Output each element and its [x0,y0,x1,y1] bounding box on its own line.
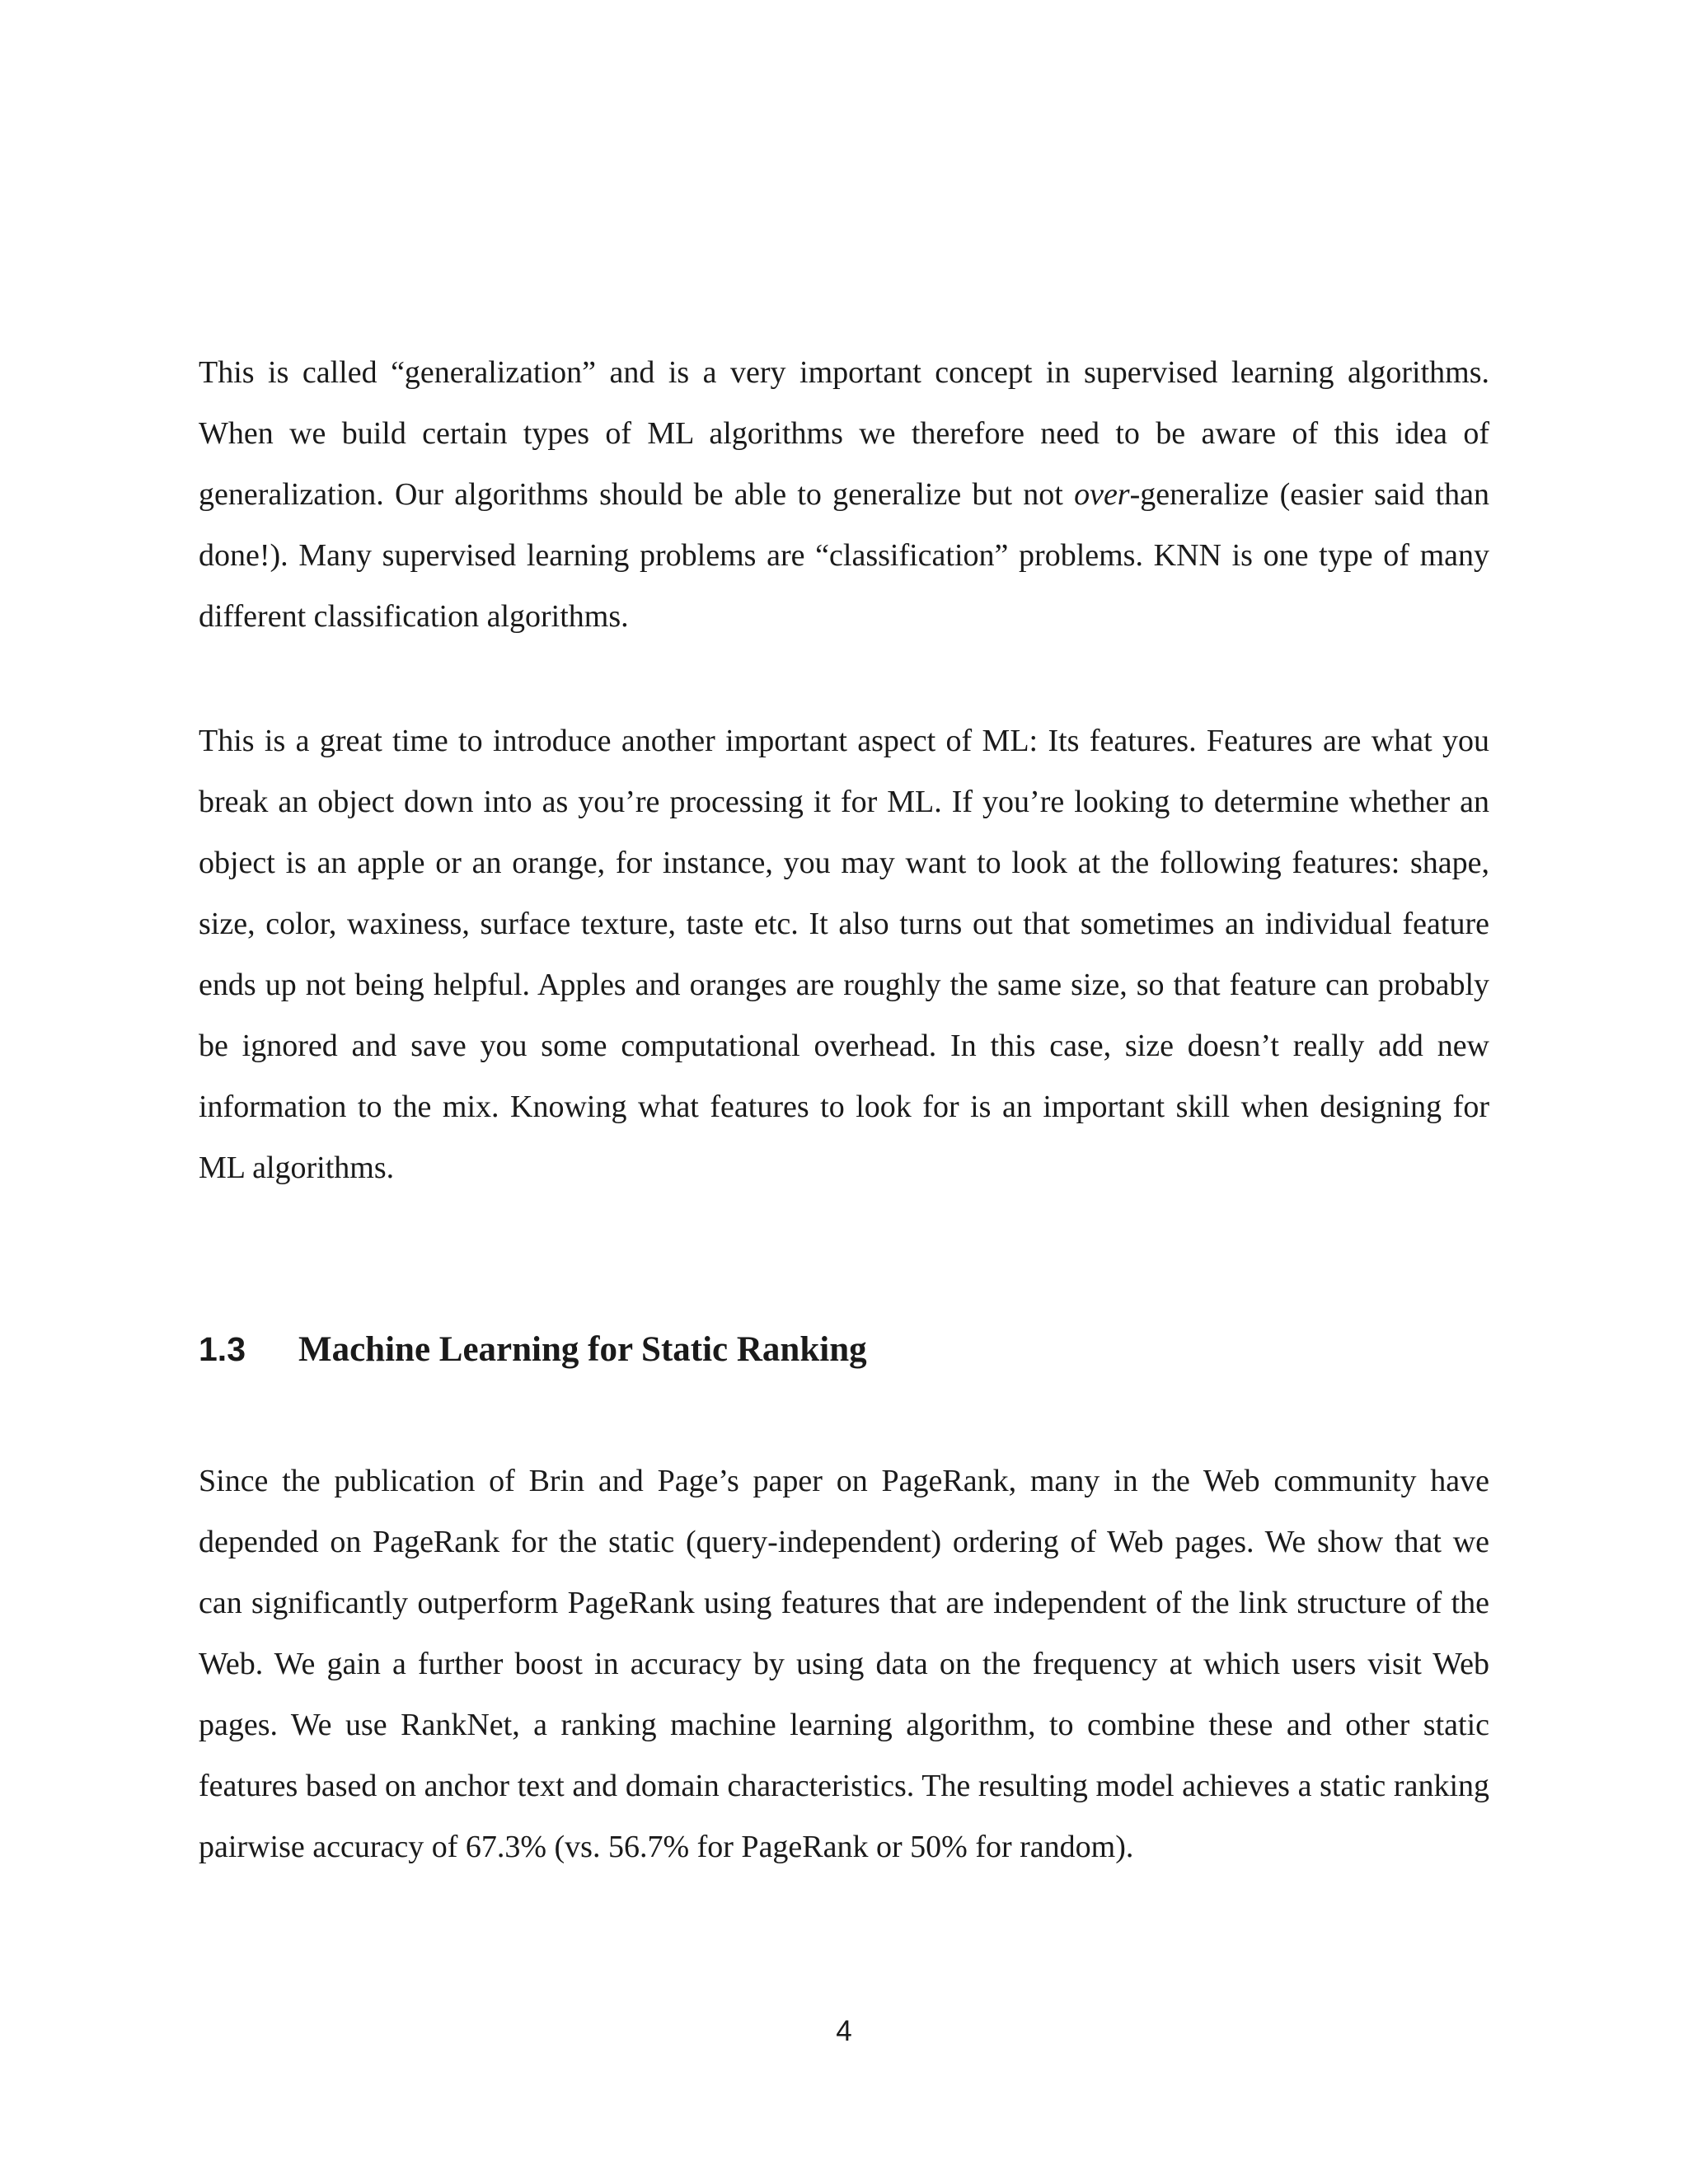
paragraph-generalization [199,342,1489,647]
paragraph-text: -generalize (easier said than done!). Many supervised learning problems are “classification” problems. KNN is one type of many different classification algorithms. [199,477,1489,634]
section-title: Machine Learning for Static Ranking [298,1329,867,1369]
paragraph-emphasis: over [1074,477,1130,512]
paragraph-text: This is called “generalization” and is a very important concept in supervised learning algorithms. When we build certain types of ML algorithms we therefore need to be aware of this idea of generalization. Our algorithms should be able to generalize but not [199,355,1489,512]
section-heading [199,1320,867,1378]
page-number: 4 [836,2015,852,2047]
paragraph-features [199,710,1489,1198]
paragraph-static-ranking [199,1451,1489,1877]
section-number: 1.3 [199,1329,246,1368]
paragraph-text: This is a great time to introduce another important aspect of ML: Its features. Features are what you break an object down into as you’re processing it for ML. If you’re looking to determine whether an object is an apple or an orange, for instance, you may want to look at the following features: shape, size, color, waxiness, surface texture, taste etc. It also turns out that sometimes an individual feature ends up not being helpful. Apples and oranges are roughly the same size, so that feature can probably be ignored and save you some computational overhead. In this case, size doesn’t really add new information to the mix. Knowing what features to look for is an important skill when designing for ML algorithms. [199,724,1489,1185]
paragraph-text: Since the publication of Brin and Page’s paper on PageRank, many in the Web community have depended on PageRank for the static (query-independent) ordering of Web pages. We show that we can significantly outperform PageRank using features that are independent of the link structure of the Web. We gain a further boost in accuracy by using data on the frequency at which users visit Web pages. We use RankNet, a ranking machine learning algorithm, to combine these and other static features based on anchor text and domain characteristics. The resulting model achieves a static ranking pairwise accuracy of 67.3% (vs. 56.7% for PageRank or 50% for random). [199,1464,1489,1864]
